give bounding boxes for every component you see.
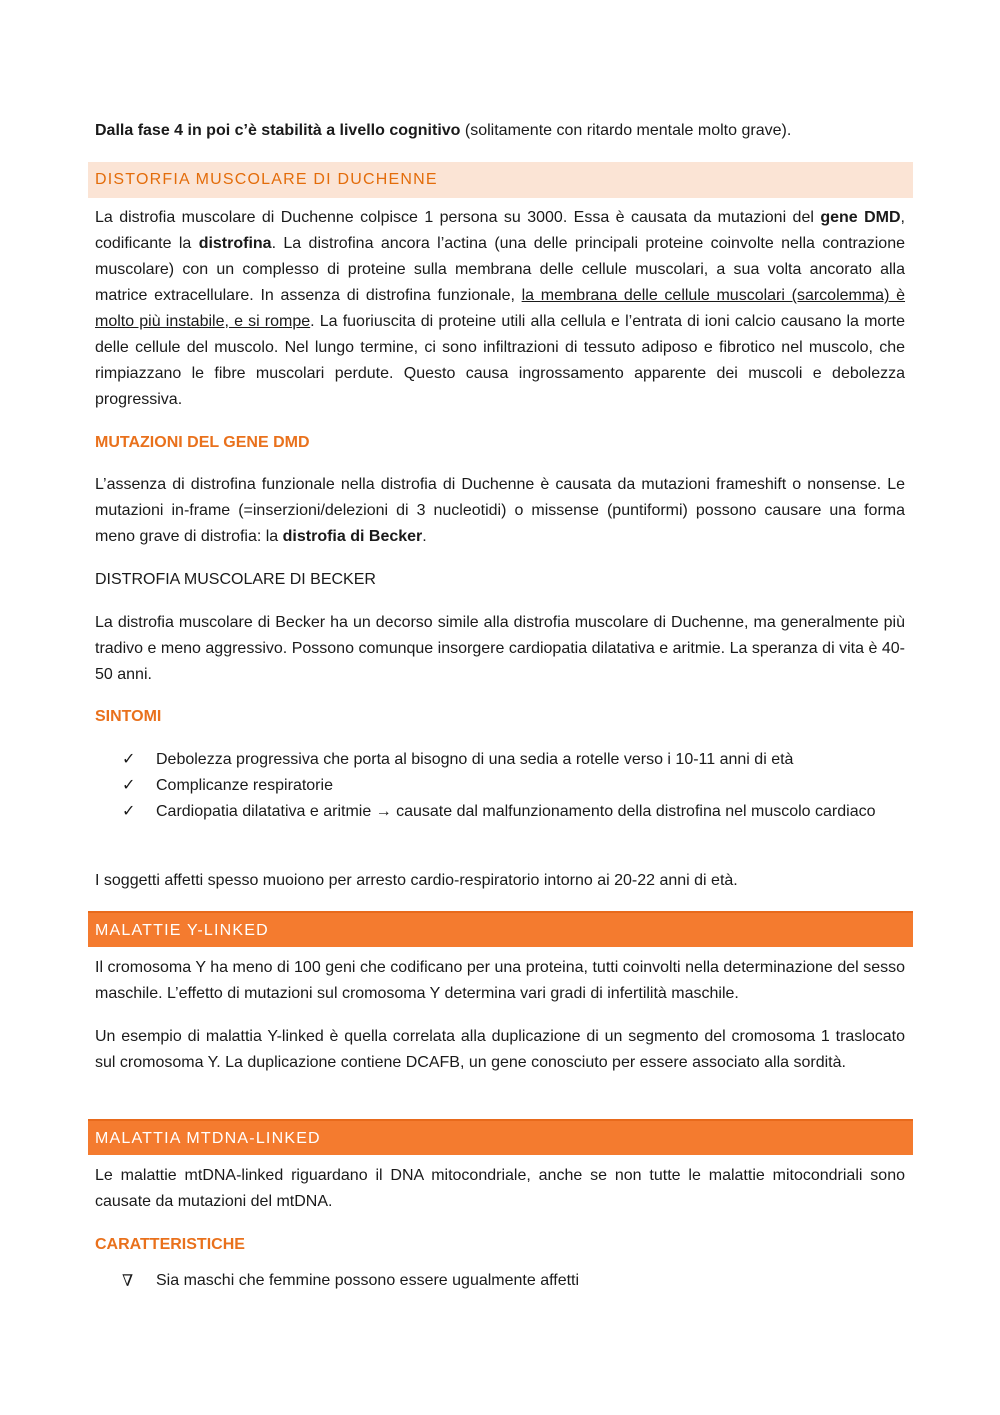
underlined-sarcolemma: la membrana delle cellule muscolari (sarcolemma) è molto più instabile, e si rompe — [95, 287, 906, 330]
nabla-bullet-icon: ∇ — [122, 1271, 134, 1290]
mutations-paragraph — [95, 472, 905, 550]
subheading-symptoms: SINTOMI — [95, 708, 162, 725]
subheading-characteristics: CARATTERISTICHE — [95, 1236, 245, 1253]
text-run: . La fuoriuscita di proteine utili alla cellula e l’entrata di ioni calcio causano la morte delle cellule del muscolo. Nel lungo termine, ci sono infiltrazioni di tessuto adiposo e fibrotico nel muscolo, che rimpiazzano le fibre muscolari perdute. Questo causa ingrossamento apparente dei muscoli e debolezza progressiva. — [95, 313, 906, 408]
text-run: La distrofia muscolare di Duchenne colpisce 1 persona su 3000. Essa è causata da mutazioni del — [95, 209, 821, 226]
section-heading-duchenne: DISTORFIA MUSCOLARE DI DUCHENNE — [88, 162, 913, 198]
section-heading-ylinked: MALATTIE Y-LINKED — [88, 911, 913, 947]
ylinked-paragraph-2: Un esempio di malattia Y-linked è quella correlata alla duplicazione di un segmento del cromosoma 1 traslocato sul cromosoma Y. La duplicazione contiene DCAFB, un gene conosciuto per essere associato alla sordità. — [95, 1028, 905, 1071]
subheading-becker: DISTROFIA MUSCOLARE DI BECKER — [95, 571, 376, 588]
mtdna-paragraph: Le malattie mtDNA-linked riguardano il DNA mitocondriale, anche se non tutte le malattie mitocondriali sono causate da mutazioni del mtDNA. — [95, 1167, 905, 1210]
list-item — [122, 1268, 905, 1294]
duchenne-paragraph — [95, 205, 905, 413]
bold-gene-dmd: gene DMD — [820, 209, 901, 226]
list-item-text: Debolezza progressiva che porta al bisogno di una sedia a rotelle verso i 10-11 anni di età — [156, 751, 794, 768]
checkmark-icon: ✓ — [122, 751, 136, 768]
symptoms-after-paragraph: I soggetti affetti spesso muoiono per arresto cardio-respiratorio intorno ai 20-22 anni di età. — [95, 872, 738, 889]
list-item-text: Complicanze respiratorie — [156, 777, 333, 794]
section-heading-mtdna: MALATTIA MTDNA-LINKED — [88, 1119, 913, 1155]
text-run: L’assenza di distrofina funzionale nella distrofia di Duchenne è causata da mutazioni frameshift o nonsense. Le mutazioni in-frame (=inserzioni/delezioni di 3 nucleotidi) o missense (puntiformi) possono causare una forma meno grave di distrofia: la — [95, 476, 905, 545]
list-item-text: Cardiopatia dilatativa e aritmie → causate dal malfunzionamento della distrofina nel muscolo cardiaco — [156, 803, 876, 820]
becker-paragraph: La distrofia muscolare di Becker ha un decorso simile alla distrofia muscolare di Duchenne, ma generalmente più tradivo e meno aggressivo. Possono comunque insorgere cardiopatia dilatativa e aritmie. La speranza di vita è 40-50 anni. — [95, 614, 905, 683]
characteristics-list — [122, 1268, 905, 1294]
symptoms-list — [122, 747, 905, 825]
list-item — [122, 799, 905, 825]
list-item — [122, 747, 905, 773]
bold-becker: distrofia di Becker — [282, 528, 423, 545]
list-item-text: Sia maschi che femmine possono essere ugualmente affetti — [156, 1272, 580, 1289]
text-run: , codificante la — [95, 209, 905, 252]
intro-paragraph — [95, 118, 905, 144]
text-run: . La distrofina ancora l’actina (una delle principali proteine coinvolte nella contrazione muscolare) con un complesso di proteine sulla membrana delle cellule muscolari, a sua volta ancorato alla matrice extracellulare. In assenza di distrofina funzionale, — [95, 235, 905, 304]
subheading-mutations: MUTAZIONI DEL GENE DMD — [95, 434, 310, 451]
bold-distrofina: distrofina — [198, 235, 272, 252]
intro-bold: Dalla fase 4 in poi c’è stabilità a livello cognitivo — [95, 122, 461, 139]
checkmark-icon: ✓ — [122, 777, 136, 794]
text-run: . — [422, 528, 427, 545]
checkmark-icon: ✓ — [122, 803, 136, 820]
list-item — [122, 773, 905, 799]
intro-rest: (solitamente con ritardo mentale molto grave). — [460, 122, 792, 139]
ylinked-paragraph-1: Il cromosoma Y ha meno di 100 geni che codificano per una proteina, tutti coinvolti nella determinazione del sesso maschile. L’effetto di mutazioni sul cromosoma Y determina vari gradi di infertilità maschile. — [95, 959, 905, 1002]
